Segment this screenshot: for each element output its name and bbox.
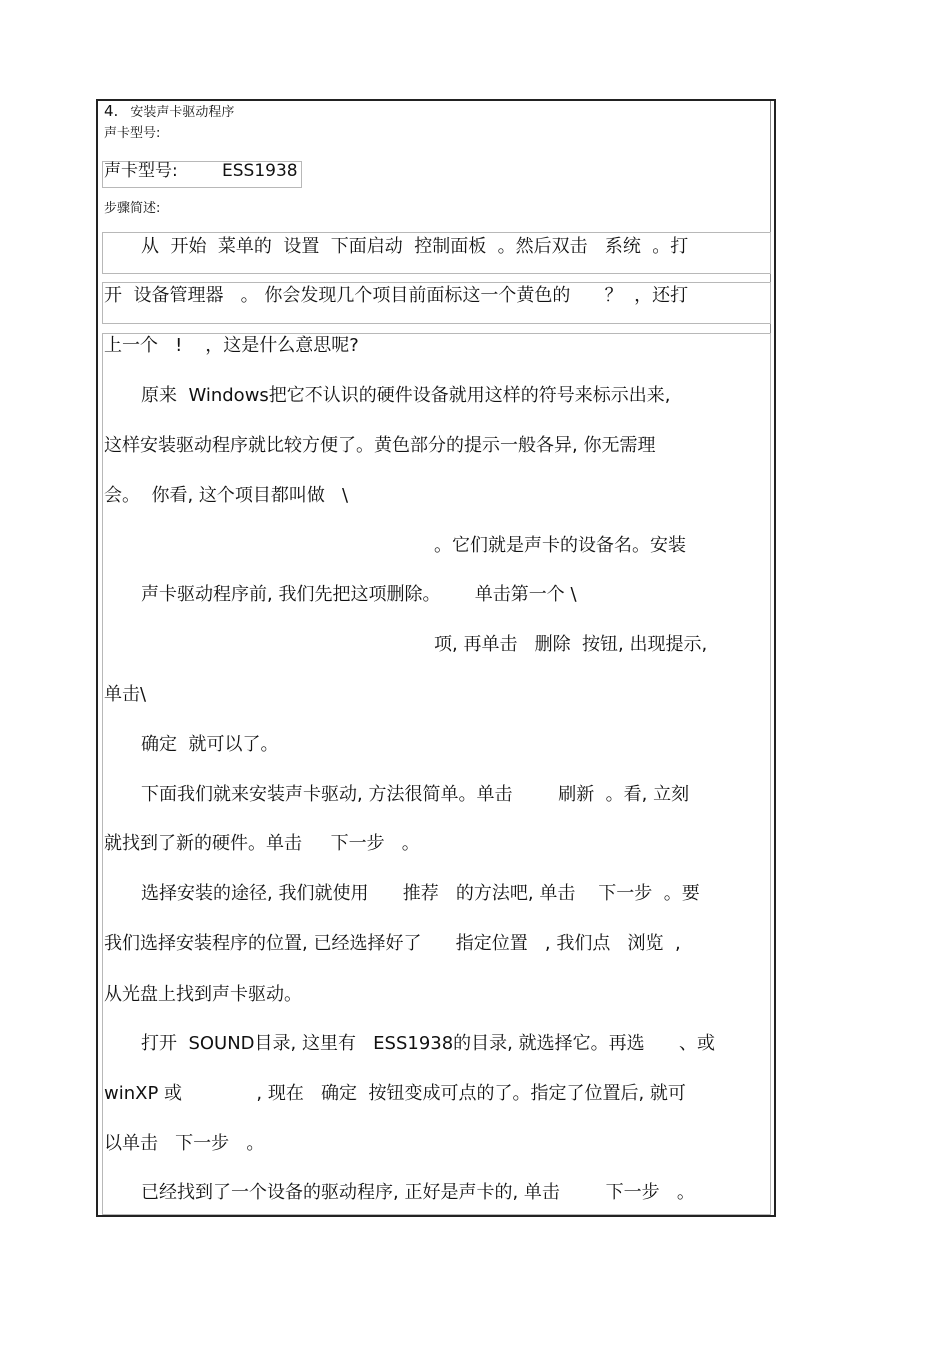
paragraph-line: 会。 你看, 这个项目都叫做 \: [104, 485, 349, 506]
paragraph-line: 下面我们就来安装声卡驱动, 方法很简单。单击 刷新 。看, 立刻: [141, 784, 690, 805]
paragraph-line: 我们选择安装程序的位置, 已经选择好了 指定位置 , 我们点 浏览 ,: [104, 933, 681, 954]
paragraph-line: 项, 再单击 删除 按钮, 出现提示,: [434, 634, 708, 655]
sound-card-model-label: 声卡型号:: [104, 126, 161, 141]
steps-label: 步骤简述:: [104, 201, 161, 216]
paragraph-line: 以单击 下一步 。: [104, 1133, 265, 1154]
paragraph-line: 确定 就可以了。: [141, 734, 279, 755]
paragraph-line: 从光盘上找到声卡驱动。: [104, 984, 302, 1005]
paragraph-line: 上一个 ! ，这是什么意思呢?: [104, 335, 359, 356]
section-heading-number: 4.: [104, 102, 119, 120]
paragraph-line: 这样安装驱动程序就比较方便了。黄色部分的提示一般各异, 你无需理: [104, 435, 656, 456]
paragraph-line: 单击\: [104, 684, 147, 705]
paragraph-line: 就找到了新的硬件。单击 下一步 。: [104, 833, 420, 854]
sound-card-model-value: ESS1938: [222, 161, 298, 181]
paragraph-line: 已经找到了一个设备的驱动程序, 正好是声卡的, 单击 下一步 。: [141, 1182, 695, 1203]
sound-card-model-field-label: 声卡型号:: [104, 161, 178, 181]
paragraph-line: 从 开始 菜单的 设置 下面启动 控制面板 。然后双击 系统 。打: [141, 236, 689, 257]
paragraph-line: 声卡驱动程序前, 我们先把这项删除。 单击第一个 \: [141, 584, 577, 605]
paragraph-line: 。它们就是声卡的设备名。安装: [434, 535, 686, 556]
paragraph-line: 原来 Windows把它不认识的硬件设备就用这样的符号来标示出来,: [141, 385, 671, 406]
paragraph-line: 选择安装的途径, 我们就使用 推荐 的方法吧, 单击 下一步 。要: [141, 883, 700, 904]
paragraph-line: 开 设备管理器 。 你会发现几个项目前面标这一个黄色的 ？ ，还打: [104, 285, 689, 306]
paragraph-line: winXP 或 , 现在 确定 按钮变成可点的了。指定了位置后, 就可: [104, 1083, 686, 1104]
paragraph-line: 打开 SOUND目录, 这里有 ESS1938的目录, 就选择它。再选 、或: [141, 1033, 715, 1054]
section-heading: [104, 104, 234, 119]
section-heading-text: 安装声卡驱动程序: [130, 105, 235, 120]
